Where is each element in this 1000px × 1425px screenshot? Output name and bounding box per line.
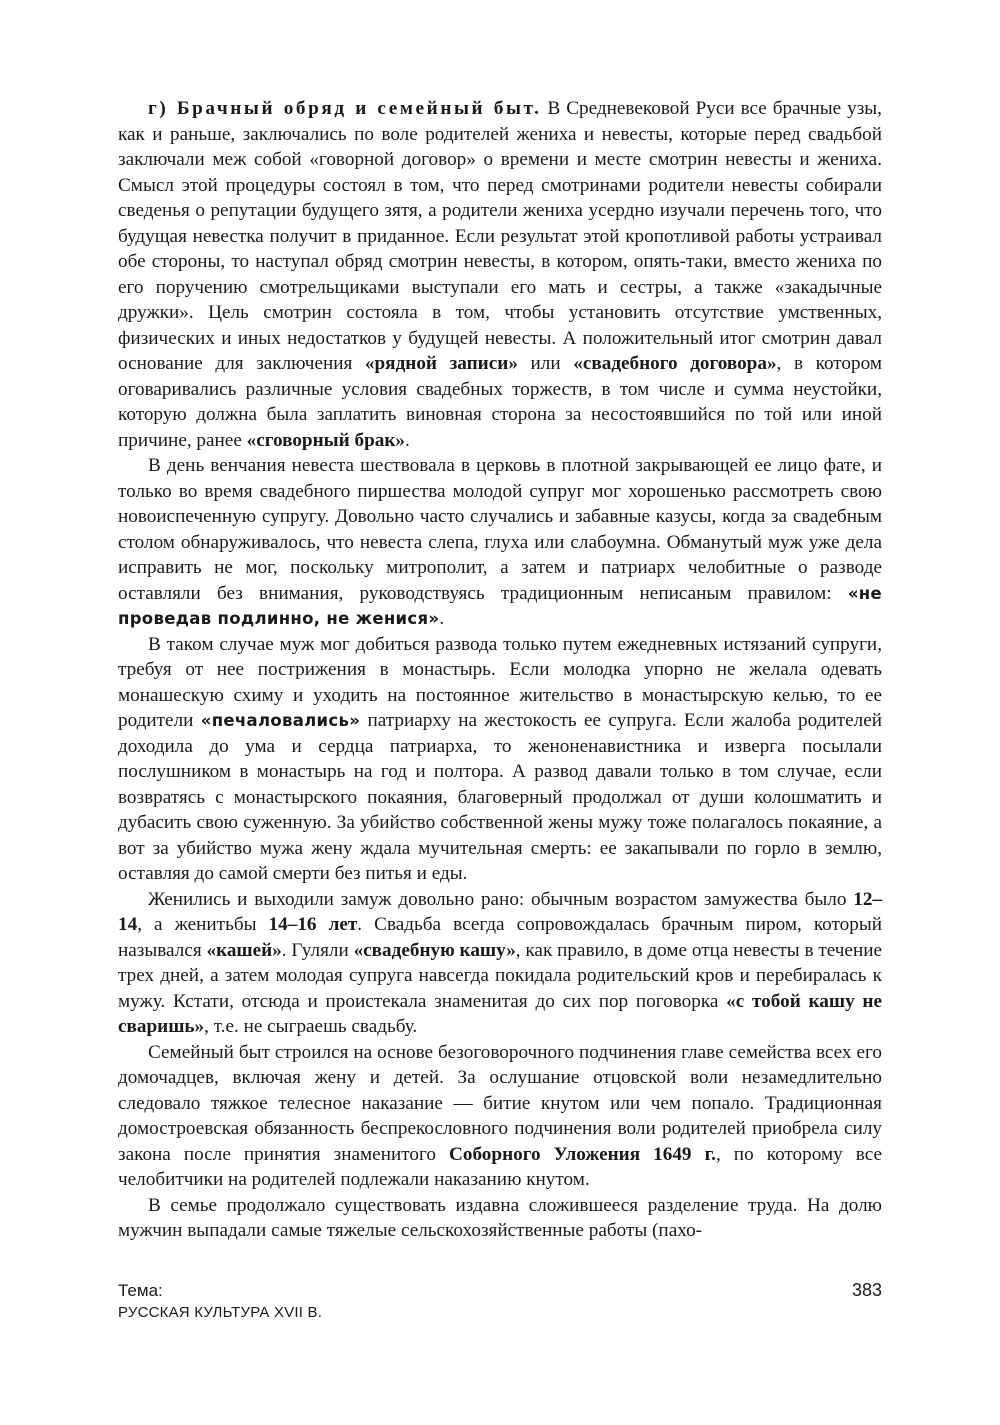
- old-slavonic-quote: «печаловались»: [200, 711, 361, 730]
- text-run: . Гуляли: [281, 939, 354, 961]
- text-run: патриарху на жестокость ее супруга. Если жалоба родителей доходила до ума и сердца патриарха, то женоненавистника и изверга посылали послушником в монастырь на год и полтора. А развод давали только в том случае, если возвратясь с монастырского покаяния, благоверный продолжал от души колошматить и дубасить свою суженную. За убийство собственной жены мужу тоже полагалось покаяние, а вот за убийство мужа жену ждала мучительная смерть: ее закапывали по горло в землю, оставляя до самой смерти без питья и еды.: [118, 710, 882, 884]
- bold-term: «свадебную кашу»: [353, 939, 516, 961]
- text-run: В семье продолжало существовать издавна сложившееся разделение труда. На долю мужчин выпадали самые тяжелые сельскохозяйственные работы (пахо-: [118, 1194, 882, 1241]
- bold-term: Соборного Уложения 1649 г.: [449, 1143, 716, 1165]
- section-heading: г): [148, 98, 177, 119]
- text-run: . Свадьба всегда сопровождалась брачным пиром, который назывался: [118, 914, 882, 961]
- paragraph: [118, 1193, 882, 1244]
- text-run: В день венчания невеста шествовала в церковь в плотной закрывающей ее лицо фате, и только во время свадебного пиршества молодой супруг мог хорошенько рассмотреть свою новоиспеченную супругу. Довольно часто случались и забавные казусы, когда за свадебным столом обнаруживалось, что невеста слепа, глуха или слабоумна. Обманутый муж уже дела исправить не мог, поскольку митрополит, а затем и патриарх челобитные о разводе оставляли без внимания, руководствуясь традиционным неписаным правилом:: [118, 455, 882, 604]
- text-run: , в котором оговаривались различные условия свадебных торжеств, в том числе и сумма неустойки, которую должна была заплатить виновная сторона за несостоявшийся по той или иной причине, ранее: [118, 353, 882, 451]
- text-run: .: [439, 608, 445, 629]
- text-run: , как правило, в доме отца невесты в течение трех дней, а затем молодая супруга навсегда покидала родительский кров и перебиралась к мужу. Кстати, отсюда и проистекала знаменитая до сих пор поговорка: [118, 939, 883, 1012]
- footer-topic: РУССКАЯ КУЛЬТУРА XVII В.: [118, 1304, 323, 1321]
- old-slavonic-quote: «не проведав подлинно, не женися»: [118, 583, 882, 628]
- running-footer: [118, 1280, 322, 1324]
- bold-term: «кашей»: [206, 939, 282, 961]
- paragraph: [118, 96, 882, 453]
- text-run: Женились и выходили замуж довольно рано: обычным возрастом замужества было: [148, 888, 854, 910]
- text-run: В Средневековой Руси все брачные узы, как и раньше, заключались по воле родителей жениха и невесты, которые перед свадьбой заключали меж собой «говорной договор» о времени и месте смотрин невесты и жениха. Смысл этой процедуры состоял в том, что перед смотринами родители невесты собирали сведенья о репутации будущего зятя, а родители жениха усердно изучали перечень того, что будущая невестка получит в приданное. Если результат этой кропотливой работы устраивал обе стороны, то наступал обряд смотрин невесты, в котором, опять-таки, вместо жениха по его поручению смотрельщиками выступали его мать и сестры, а также «закадычные дружки». Цель смотрин состояла в том, чтобы установить отсутствие умственных, физических и иных недостатков у будущей невесты. А положительный итог смотрин давал основание для заключения: [118, 98, 882, 374]
- page-number: 383: [851, 1280, 882, 1300]
- text-run: .: [405, 429, 410, 451]
- text-run: В таком случае муж мог добиться развода только путем ежедневных истязаний супруги, требуя от нее пострижения в монастырь. Если молодка упорно не желала одевать монашескую схиму и уходить на постоянное жительство в монастырскую келью, то ее родители: [118, 633, 882, 731]
- paragraph: [118, 453, 882, 632]
- text-run: Семейный быт строился на основе безоговорочного подчинения главе семейства всех его домочадцев, включая жену и детей. За ослушание отцовской воли незамедлительно следовало тяжкое телесное наказание — битие кнутом или чем попало. Традиционная домостроевская обязанность беспрекословного подчинения воли родителей приобрела силу закона после принятия знаменитого: [118, 1041, 882, 1165]
- paragraph: [118, 887, 882, 1040]
- paragraph: [118, 1040, 882, 1193]
- text-run: , т.е. не сыграешь свадьбу.: [204, 1016, 418, 1037]
- paragraph: [118, 632, 882, 887]
- body-text: [118, 96, 882, 1244]
- footer-label: Тема:: [118, 1281, 163, 1300]
- bold-term: «рядной записи»: [364, 353, 518, 374]
- text-run: , а женитьбы: [137, 914, 269, 935]
- bold-term: «свадебного договора»: [573, 353, 777, 374]
- text-run: или: [517, 353, 574, 374]
- section-heading: Брачный обряд и семейный быт.: [176, 98, 542, 119]
- bold-term: 12–14: [118, 888, 882, 935]
- text-run: , по которому все челобитчики на родителей подлежали наказанию кнутом.: [118, 1143, 882, 1190]
- bold-term: 14–16 лет: [268, 914, 358, 935]
- bold-term: «с тобой кашу не сваришь»: [118, 990, 882, 1037]
- bold-term: «сговорный брак»: [246, 429, 405, 451]
